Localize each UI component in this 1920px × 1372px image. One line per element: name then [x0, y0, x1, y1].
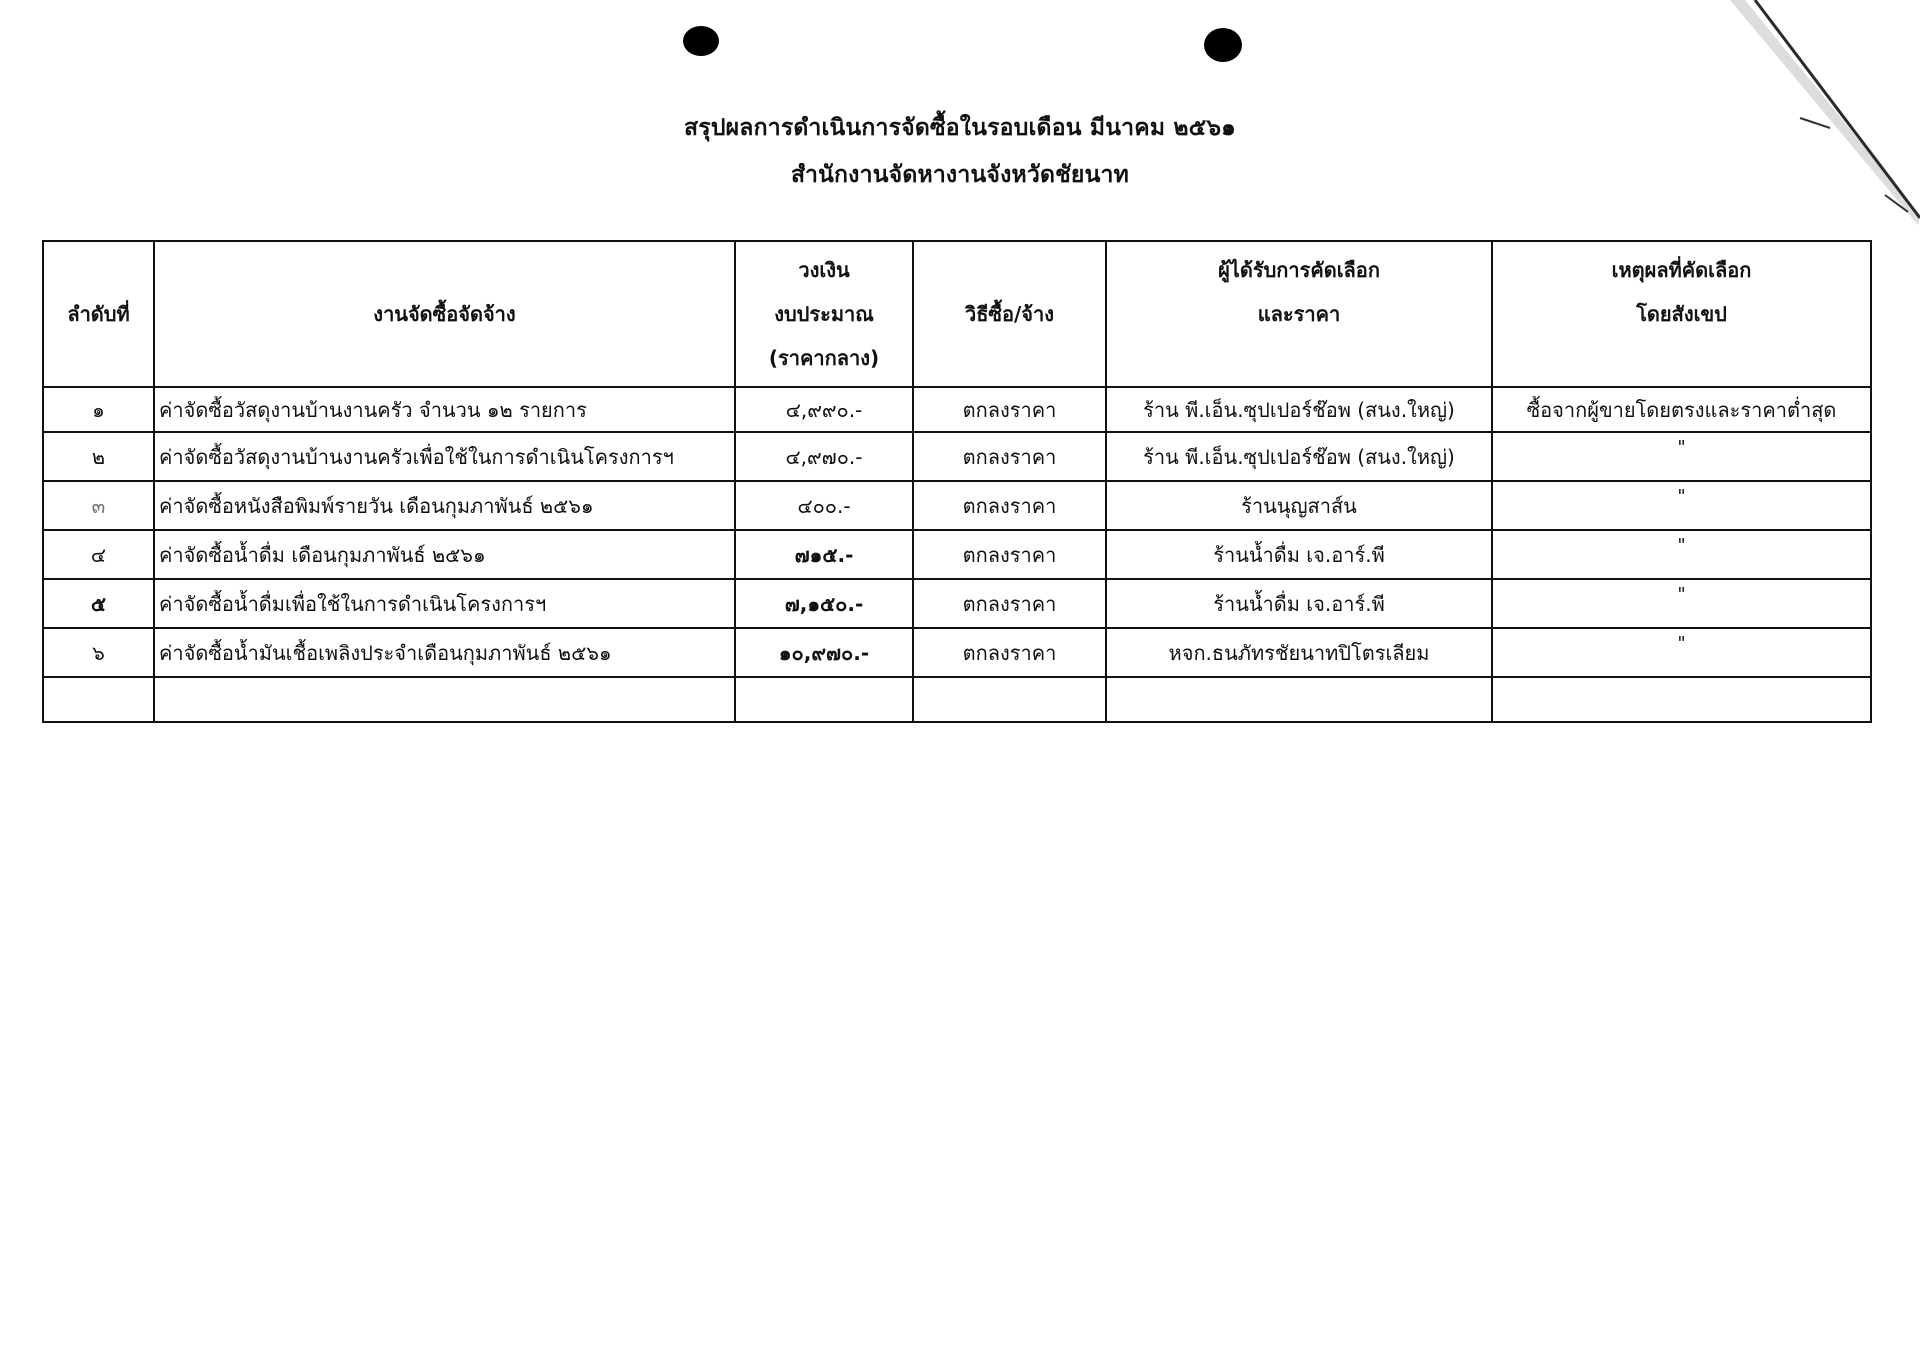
- table-header-row: [43, 241, 1871, 387]
- col-header-reason-line2: โดยสังเขป: [1636, 302, 1727, 326]
- table-row: [43, 677, 1871, 722]
- cell-budget: ๗,๑๕๐.-: [735, 579, 913, 628]
- cell-item: ค่าจัดซื้อวัสดุงานบ้านงานครัว จำนวน ๑๒ รายการ: [154, 387, 735, 432]
- table-row: [43, 387, 1871, 432]
- office-name: สำนักงานจัดหางานจังหวัดชัยนาท: [790, 162, 1130, 188]
- cell-budget: ๗๑๕.-: [735, 530, 913, 579]
- document-title: สรุปผลการดำเนินการจัดซื้อในรอบเดือน มีนาคม ๒๕๖๑: [684, 115, 1236, 141]
- col-header-winner-line2: และราคา: [1257, 302, 1341, 326]
- cell-no: ๓: [43, 481, 154, 530]
- cell-winner: ร้าน พี.เอ็น.ซุปเปอร์ช๊อพ (สนง.ใหญ่): [1106, 387, 1492, 432]
- cell-budget: ๑๐,๙๗๐.-: [735, 628, 913, 677]
- cell-winner: [1106, 677, 1492, 722]
- cell-item: ค่าจัดซื้อหนังสือพิมพ์รายวัน เดือนกุมภาพันธ์ ๒๕๖๑: [154, 481, 735, 530]
- cell-winner: ร้านน้ำดื่ม เจ.อาร์.พี: [1106, 579, 1492, 628]
- table-row: [43, 628, 1871, 677]
- cell-method: ตกลงราคา: [913, 481, 1106, 530]
- cell-item: ค่าจัดซื้อน้ำดื่มเพื่อใช้ในการดำเนินโครงการฯ: [154, 579, 735, 628]
- table-row: [43, 481, 1871, 530]
- col-header-reason: [1492, 241, 1871, 387]
- col-header-winner: [1106, 241, 1492, 387]
- cell-reason: [1492, 677, 1871, 722]
- cell-reason: ": [1492, 481, 1871, 530]
- procurement-table: [42, 240, 1872, 723]
- cell-reason: ": [1492, 628, 1871, 677]
- punch-hole-left: [683, 26, 719, 56]
- cell-reason: ซื้อจากผู้ขายโดยตรงและราคาต่ำสุด: [1492, 387, 1871, 432]
- cell-method: ตกลงราคา: [913, 628, 1106, 677]
- cell-method: ตกลงราคา: [913, 579, 1106, 628]
- cell-no: ๒: [43, 432, 154, 481]
- cell-winner: ร้านนุญสาส์น: [1106, 481, 1492, 530]
- col-header-reason-line1: เหตุผลที่คัดเลือก: [1611, 258, 1752, 282]
- cell-no: ๑: [43, 387, 154, 432]
- cell-budget: ๔,๙๙๐.-: [735, 387, 913, 432]
- col-header-budget: [735, 241, 913, 387]
- cell-item: [154, 677, 735, 722]
- cell-method: ตกลงราคา: [913, 530, 1106, 579]
- col-header-method: วิธีซื้อ/จ้าง: [913, 241, 1106, 387]
- cell-winner: ร้านน้ำดื่ม เจ.อาร์.พี: [1106, 530, 1492, 579]
- col-header-item: งานจัดซื้อจัดจ้าง: [154, 241, 735, 387]
- col-header-winner-line1: ผู้ได้รับการคัดเลือก: [1218, 258, 1380, 282]
- cell-item: ค่าจัดซื้อวัสดุงานบ้านงานครัวเพื่อใช้ในการดำเนินโครงการฯ: [154, 432, 735, 481]
- table-row: [43, 579, 1871, 628]
- cell-reason: ": [1492, 530, 1871, 579]
- cell-method: [913, 677, 1106, 722]
- cell-no: ๔: [43, 530, 154, 579]
- table-row: [43, 432, 1871, 481]
- col-header-budget-line1: วงเงิน: [798, 258, 850, 282]
- cell-no: ๖: [43, 628, 154, 677]
- punch-hole-right: [1204, 28, 1242, 62]
- table-row: [43, 530, 1871, 579]
- cell-budget: [735, 677, 913, 722]
- col-header-no: ลำดับที่: [43, 241, 154, 387]
- cell-reason: ": [1492, 432, 1871, 481]
- cell-winner: หจก.ธนภัทรชัยนาทปิโตรเลียม: [1106, 628, 1492, 677]
- cell-no: [43, 677, 154, 722]
- cell-method: ตกลงราคา: [913, 387, 1106, 432]
- cell-no: ๕: [43, 579, 154, 628]
- cell-reason: ": [1492, 579, 1871, 628]
- cell-budget: ๔,๙๗๐.-: [735, 432, 913, 481]
- cell-item: ค่าจัดซื้อน้ำมันเชื้อเพลิงประจำเดือนกุมภาพันธ์ ๒๕๖๑: [154, 628, 735, 677]
- cell-winner: ร้าน พี.เอ็น.ซุปเปอร์ช๊อพ (สนง.ใหญ่): [1106, 432, 1492, 481]
- cell-method: ตกลงราคา: [913, 432, 1106, 481]
- col-header-budget-line2: งบประมาณ: [774, 302, 874, 326]
- cell-item: ค่าจัดซื้อน้ำดื่ม เดือนกุมภาพันธ์ ๒๕๖๑: [154, 530, 735, 579]
- col-header-budget-line3: (ราคากลาง): [768, 346, 880, 370]
- cell-budget: ๔๐๐.-: [735, 481, 913, 530]
